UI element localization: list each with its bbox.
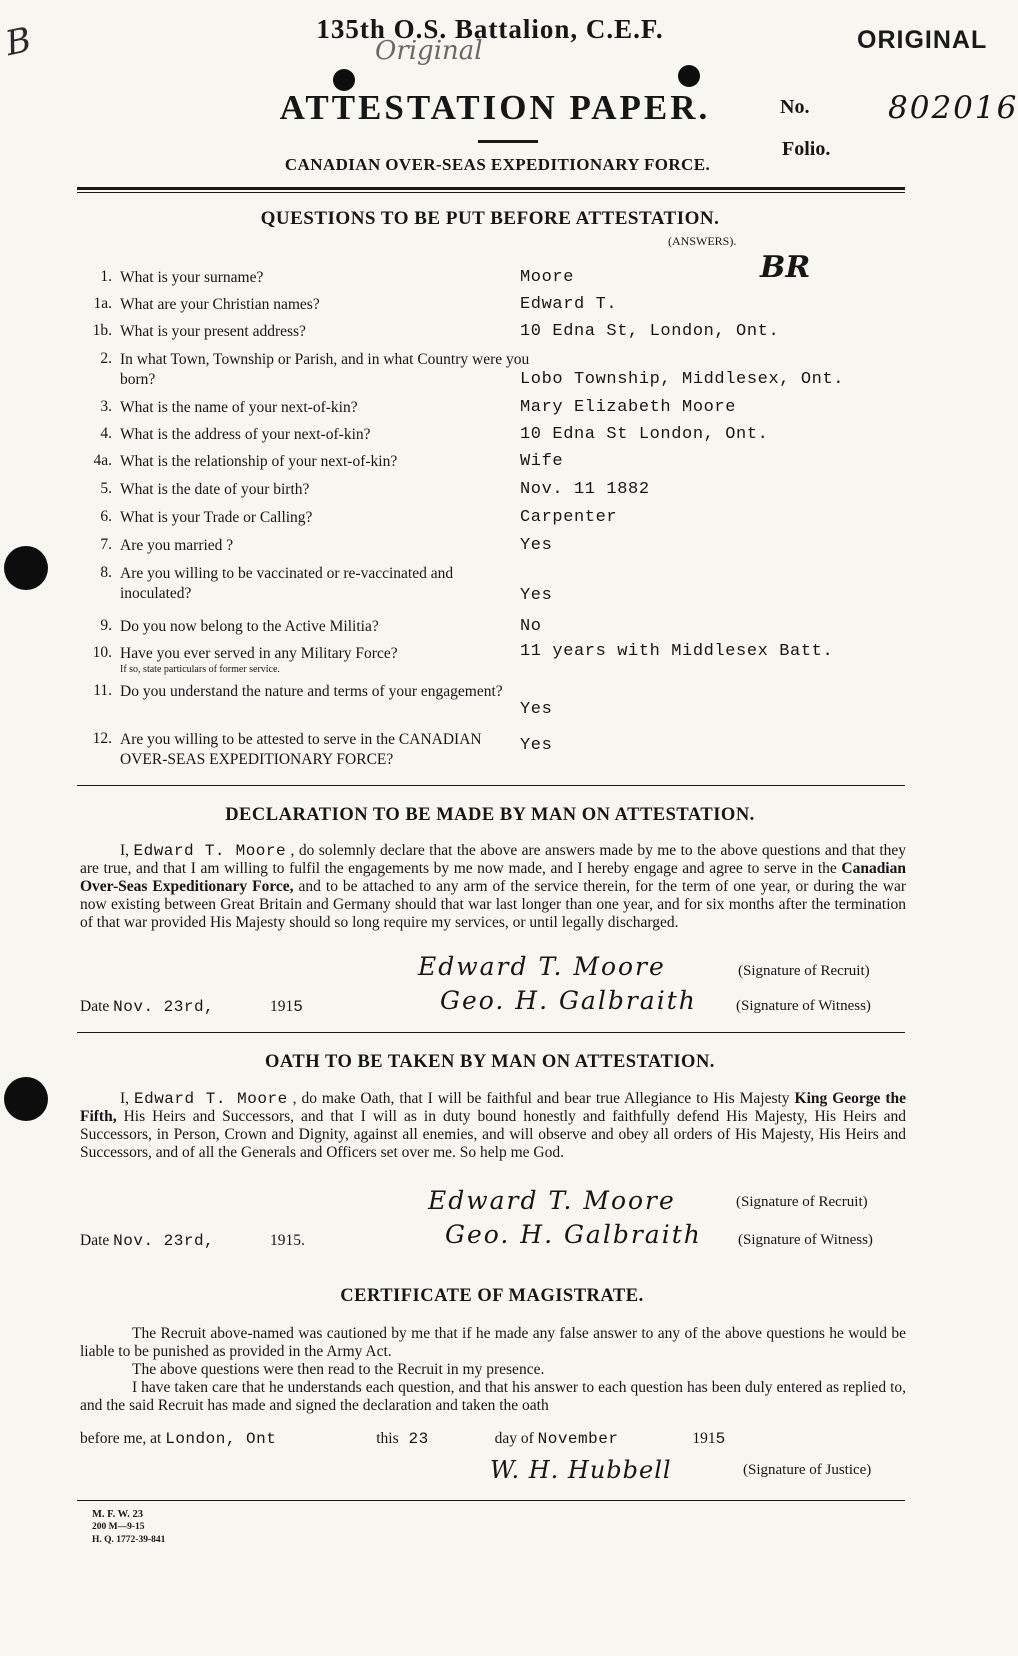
regimental-number: 802016 bbox=[888, 90, 1018, 126]
clerk-initials: BR bbox=[760, 250, 811, 285]
question-text: Do you understand the nature and terms of your engagement? bbox=[120, 683, 503, 700]
question-number: 1. bbox=[100, 268, 112, 285]
oath-recruit-label: (Signature of Recruit) bbox=[736, 1194, 868, 1210]
force-name: CANADIAN OVER-SEAS EXPEDITIONARY FORCE. bbox=[284, 155, 711, 174]
question-answer: 10 Edna St, London, Ont. bbox=[520, 322, 780, 341]
question-number: 6. bbox=[100, 508, 112, 525]
question-answer: Nov. 11 1882 bbox=[520, 480, 650, 499]
question-row bbox=[70, 682, 920, 726]
declaration-force: Canadian Over-Seas Expeditionary Force, bbox=[80, 860, 906, 895]
question-text: What is the address of your next-of-kin? bbox=[120, 426, 371, 443]
punch-hole-left-1 bbox=[4, 546, 48, 590]
question-row bbox=[70, 644, 920, 684]
corner-mark: B bbox=[2, 19, 35, 65]
oath-king: King George the Fifth, bbox=[80, 1090, 907, 1125]
question-number: 5. bbox=[100, 480, 112, 497]
oath-date-label: Date bbox=[80, 1232, 110, 1249]
question-text: Do you now belong to the Active Militia? bbox=[120, 618, 379, 635]
question-text: In what Town, Township or Parish, and in what Country were you born? bbox=[120, 351, 530, 388]
question-answer: 10 Edna St London, Ont. bbox=[520, 425, 769, 444]
question-answer: Wife bbox=[520, 452, 564, 471]
declaration-date-label: Date bbox=[80, 998, 110, 1015]
declaration-body-b: and to be attached to any arm of the service therein, for the term of one year, or during the war now existing between Great Britain and Germany should that war last longer than one year, and for six months after the termination of that war provided His Majesty should so long require my services, or until legally discharged. bbox=[80, 878, 906, 931]
question-answer: Carpenter bbox=[520, 508, 618, 527]
question-row bbox=[70, 322, 920, 344]
original-scrawl: Original bbox=[375, 36, 483, 66]
question-answer: Lobo Township, Middlesex, Ont. bbox=[520, 370, 845, 389]
oath-recruit-signature: Edward T. Moore bbox=[428, 1186, 676, 1215]
questions-end-rule bbox=[77, 785, 905, 786]
question-text: What is the date of your birth? bbox=[120, 481, 310, 498]
declaration-i: I, bbox=[120, 842, 130, 859]
certificate-this-label: this bbox=[376, 1430, 399, 1447]
question-text: Are you willing to be vaccinated or re-vaccinated and inoculated? bbox=[120, 565, 454, 602]
question-text: Are you married ? bbox=[120, 537, 234, 554]
question-row bbox=[70, 350, 920, 394]
question-text: What is your present address? bbox=[120, 323, 306, 340]
certificate-year-suffix: 5 bbox=[715, 1430, 726, 1448]
certificate-line-1: The Recruit above-named was cautioned by me that if he made any false answer to any of the above questions he would be liable to be punished as provided in the Army Act. bbox=[80, 1325, 906, 1360]
question-text: Are you willing to be attested to serve in the CANADIAN OVER-SEAS EXPEDITIONARY FORCE? bbox=[120, 731, 482, 768]
oath-witness-signature: Geo. H. Galbraith bbox=[445, 1220, 702, 1249]
question-answer: Edward T. bbox=[520, 295, 618, 314]
oath-body-a: , do make Oath, that I will be faithful and bear true Allegiance to His Majesty bbox=[292, 1090, 795, 1107]
question-number: 4a. bbox=[93, 452, 112, 469]
question-number: 7. bbox=[100, 536, 112, 553]
form-code bbox=[92, 1508, 165, 1547]
question-number: 9. bbox=[100, 617, 112, 634]
oath-i: I, bbox=[120, 1090, 130, 1107]
certificate-day: 23 bbox=[408, 1430, 429, 1448]
declaration-witness-label: (Signature of Witness) bbox=[736, 998, 871, 1014]
question-number: 11. bbox=[93, 682, 112, 699]
declaration-heading: DECLARATION TO BE MADE BY MAN ON ATTESTATION. bbox=[225, 805, 755, 825]
oath-body-b: His Heirs and Successors, and that I will as in duty bound honestly and faithfully defend His Majesty, His Heirs and Successors, in Person, Crown and Dignity, against all enemies, and will observe and obey all orders of His Majesty, His Heirs and Successors, and of all the Generals and Officers set over me. So help me God. bbox=[80, 1108, 906, 1161]
question-row bbox=[70, 730, 920, 774]
question-answer: No bbox=[520, 617, 542, 636]
question-row bbox=[70, 617, 920, 639]
certificate-line-2: The above questions were then read to the Recruit in my presence. bbox=[132, 1361, 545, 1378]
declaration-end-rule bbox=[77, 1032, 905, 1033]
declaration-date-row bbox=[80, 998, 303, 1016]
question-answer: Yes bbox=[520, 536, 553, 555]
question-row bbox=[70, 480, 920, 502]
oath-date: Nov. 23rd, bbox=[113, 1232, 215, 1250]
questions-heading: QUESTIONS TO BE PUT BEFORE ATTESTATION. bbox=[260, 208, 720, 229]
declaration-body-a: , do solemnly declare that the above are answers made by me to the above questions and that they are true, and that I am willing to fulfil the engagements by me now made, and I hereby engage and agree to serve in the bbox=[80, 842, 907, 877]
question-number: 8. bbox=[100, 564, 112, 581]
oath-date-row bbox=[80, 1232, 305, 1250]
question-answer: Mary Elizabeth Moore bbox=[520, 398, 737, 417]
question-answer: 11 years with Middlesex Batt. bbox=[520, 642, 834, 661]
question-text: What is your Trade or Calling? bbox=[120, 509, 313, 526]
oath-name: Edward T. Moore bbox=[134, 1090, 288, 1108]
question-note: If so, state particulars of former service. bbox=[120, 664, 280, 675]
folio-label: Folio. bbox=[782, 138, 831, 160]
declaration-recruit-signature: Edward T. Moore bbox=[418, 952, 666, 981]
question-number: 10. bbox=[92, 644, 112, 661]
certificate-day-of-label: day of bbox=[494, 1430, 534, 1447]
regimental-number-label: No. bbox=[780, 96, 810, 118]
question-answer: Yes bbox=[520, 700, 553, 719]
certificate-before-label: before me, at bbox=[80, 1430, 162, 1447]
certificate-year-prefix: 191 bbox=[692, 1430, 716, 1447]
certificate-line-3: I have taken care that he understands each question, and that his answer to each question has been duly entered as replied to, and the said Recruit has made and signed the declaration and taken the oath bbox=[80, 1379, 906, 1414]
declaration-year-prefix: 191 bbox=[270, 998, 294, 1015]
question-number: 4. bbox=[100, 425, 112, 442]
declaration-text bbox=[80, 842, 906, 932]
certificate-before-row bbox=[80, 1430, 920, 1448]
battalion-name: 135th O.S. Battalion, C.E.F. bbox=[316, 14, 664, 44]
declaration-recruit-label: (Signature of Recruit) bbox=[738, 963, 870, 979]
certificate-heading: CERTIFICATE OF MAGISTRATE. bbox=[340, 1286, 644, 1306]
header-rule-thick bbox=[77, 187, 905, 190]
question-row bbox=[70, 398, 920, 420]
form-code-line-2: 200 M—9-15 bbox=[92, 1522, 145, 1532]
question-text: What are your Christian names? bbox=[120, 296, 320, 313]
question-number: 2. bbox=[100, 350, 112, 367]
title-underline bbox=[478, 140, 538, 143]
punch-hole-left-2 bbox=[4, 1077, 48, 1121]
certificate-month: November bbox=[537, 1430, 619, 1448]
question-answer: Moore bbox=[520, 268, 575, 287]
certificate-end-rule bbox=[77, 1500, 905, 1501]
question-number: 1b. bbox=[92, 322, 112, 339]
question-row bbox=[70, 536, 920, 558]
declaration-witness-signature: Geo. H. Galbraith bbox=[440, 986, 697, 1015]
declaration-year-suffix: 5 bbox=[293, 998, 304, 1016]
question-text: What is your surname? bbox=[120, 269, 264, 286]
form-code-line-1: M. F. W. 23 bbox=[92, 1509, 143, 1520]
question-row bbox=[70, 452, 920, 474]
declaration-date: Nov. 23rd, bbox=[113, 998, 215, 1016]
question-text: What is the relationship of your next-of-kin? bbox=[120, 453, 398, 470]
declaration-name: Edward T. Moore bbox=[133, 842, 287, 860]
oath-heading: OATH TO BE TAKEN BY MAN ON ATTESTATION. bbox=[265, 1052, 715, 1072]
oath-text bbox=[80, 1090, 906, 1162]
question-answer: Yes bbox=[520, 586, 553, 605]
oath-year: 1915. bbox=[270, 1232, 305, 1249]
question-text: What is the name of your next-of-kin? bbox=[120, 399, 358, 416]
question-row bbox=[70, 295, 920, 317]
question-number: 3. bbox=[100, 398, 112, 415]
answers-label: (ANSWERS). bbox=[668, 234, 737, 248]
question-number: 12. bbox=[92, 730, 112, 747]
oath-witness-label: (Signature of Witness) bbox=[738, 1232, 873, 1248]
question-row bbox=[70, 564, 920, 608]
original-stamp: ORIGINAL bbox=[857, 26, 988, 54]
justice-label: (Signature of Justice) bbox=[743, 1462, 872, 1478]
justice-signature: W. H. Hubbell bbox=[490, 1456, 672, 1484]
question-number: 1a. bbox=[93, 295, 112, 312]
header-rule-thin bbox=[77, 192, 905, 193]
question-row bbox=[70, 425, 920, 447]
question-row bbox=[70, 508, 920, 530]
question-text: Have you ever served in any Military Force? bbox=[120, 645, 398, 662]
form-code-line-3: H. Q. 1772-39-841 bbox=[92, 1535, 166, 1545]
certificate-place: London, Ont bbox=[165, 1430, 277, 1448]
question-row bbox=[70, 268, 920, 290]
punch-hole-top-right bbox=[678, 65, 700, 87]
document-title: ATTESTATION PAPER. bbox=[279, 88, 711, 127]
question-answer: Yes bbox=[520, 736, 553, 755]
